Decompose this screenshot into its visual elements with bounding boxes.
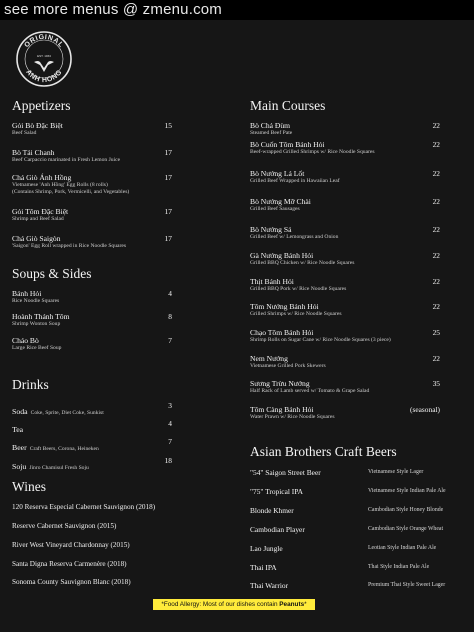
menu-item xyxy=(12,336,172,352)
item-desc: Beef-wrapped Grilled Shrimps w/ Rice Noodle Squares xyxy=(250,149,375,155)
drinks-heading: Drinks xyxy=(12,377,49,392)
beer-style: Cambodian Style Honey Blonde xyxy=(368,507,444,513)
item-desc: Vietnamese 'Anh Hồng' Egg Rolls (8 rolls) xyxy=(12,182,108,188)
menu-item xyxy=(12,234,172,250)
item-name: Gỏi Tôm Đặc Biệt xyxy=(12,207,69,216)
item-desc: Shrimp and Beef Salad xyxy=(12,216,64,222)
restaurant-logo xyxy=(14,26,74,90)
allergy-prefix: *Food Allergy: xyxy=(161,601,202,608)
beer-name: Thai IPA xyxy=(250,563,277,572)
item-price: 22 xyxy=(432,121,440,130)
beer-item xyxy=(250,487,446,496)
item-name: Tôm Nướng Bánh Hỏi xyxy=(250,302,319,311)
menu-item xyxy=(12,121,172,137)
item-price: 22 xyxy=(432,197,440,206)
right-column xyxy=(250,98,446,598)
appetizers-heading: Appetizers xyxy=(12,98,71,113)
item-desc: Half Rack of Lamb served w/ Tomato & Grape Salad xyxy=(250,388,370,394)
drink-item xyxy=(12,437,172,455)
item-name: Beer xyxy=(12,443,27,452)
menu-item xyxy=(250,354,440,370)
item-price: 35 xyxy=(432,379,440,388)
buffalo-icon xyxy=(34,61,54,72)
beer-style: Vietnamese Style Indian Pale Ale xyxy=(368,488,446,494)
item-name: Chả Giò Ánh Hồng xyxy=(12,173,72,182)
item-price: 18 xyxy=(164,456,172,465)
allergy-text: Most of our dishes contain xyxy=(201,601,280,608)
item-price: 4 xyxy=(168,419,172,428)
item-price: 22 xyxy=(432,302,440,311)
beer-name: Thai Warrior xyxy=(250,581,289,590)
item-price: 22 xyxy=(432,140,440,149)
beer-style: Leotian Style Indian Pale Ale xyxy=(368,545,437,551)
menu-item xyxy=(250,225,440,241)
allergy-peanuts: Peanuts xyxy=(279,601,305,608)
menu-item xyxy=(250,251,440,267)
beer-name: Lao Jungle xyxy=(250,544,283,553)
item-desc: Vietnamese Grilled Pork Skewers xyxy=(250,363,326,369)
beer-item xyxy=(250,581,446,590)
item-name: Bò Nướng Mỡ Chài xyxy=(250,197,311,206)
item-name: Bò Chả Đùm xyxy=(250,121,291,130)
left-column xyxy=(12,98,172,598)
item-name: Gà Nướng Bánh Hỏi xyxy=(250,251,314,260)
item-name: Sương Trừu Nướng xyxy=(250,379,310,388)
menu-item xyxy=(250,121,440,137)
item-desc: Coke, Sprite, Diet Coke, Sunkist xyxy=(30,410,104,416)
item-name: Bò Cuốn Tôm Bánh Hỏi xyxy=(250,140,325,149)
allergy-notice xyxy=(153,599,315,610)
menu-item xyxy=(12,312,172,328)
item-price: 17 xyxy=(164,234,172,243)
item-price: 4 xyxy=(168,289,172,298)
item-desc: Grilled Beef w/ Lemongrass and Onion xyxy=(250,234,339,240)
beer-item xyxy=(250,506,444,515)
item-price: 17 xyxy=(164,207,172,216)
item-price: 22 xyxy=(432,354,440,363)
watermark-bar xyxy=(0,0,474,20)
beer-style: Cambodian Style Orange Wheat xyxy=(368,526,444,532)
item-name: Soda xyxy=(12,407,28,416)
menu-item xyxy=(12,148,172,164)
menu-item xyxy=(12,207,172,223)
menu-item xyxy=(250,140,440,156)
item-price: 3 xyxy=(168,401,172,410)
craft-beers-heading: Asian Brothers Craft Beers xyxy=(250,444,397,459)
logo-est-text: EST. 1963 xyxy=(37,54,51,58)
item-price: 22 xyxy=(432,225,440,234)
beer-item xyxy=(250,468,440,477)
item-desc: Beef Salad xyxy=(12,130,37,136)
menu-item xyxy=(250,169,440,185)
menu-item xyxy=(250,328,440,344)
drink-item xyxy=(12,456,172,474)
item-name: Bò Tái Chanh xyxy=(12,148,55,157)
wine-item: Sonoma County Sauvignon Blanc (2018) xyxy=(12,578,131,586)
beer-name: "54" Saigon Street Beer xyxy=(250,468,321,477)
item-price: 7 xyxy=(168,336,172,345)
item-name: Tôm Càng Bánh Hỏi xyxy=(250,405,314,414)
item-name: Thịt Bánh Hỏi xyxy=(250,277,294,286)
beer-style: Premium Thai Style Sweet Lager xyxy=(368,582,446,588)
item-price: 22 xyxy=(432,169,440,178)
item-name: Hoành Thánh Tôm xyxy=(12,312,70,321)
item-price: 7 xyxy=(168,437,172,446)
item-price: 17 xyxy=(164,173,172,182)
menu-item xyxy=(250,405,440,421)
item-price: 17 xyxy=(164,148,172,157)
item-desc: Steamed Beef Pate xyxy=(250,130,293,136)
beer-style: Vietnamese Style Lager xyxy=(368,469,424,475)
item-name: Chả Giò Saigòn xyxy=(12,234,61,243)
item-desc: Craft Beers, Corona, Heineken xyxy=(29,446,99,452)
item-name: Bánh Hỏi xyxy=(12,289,42,298)
menu-item xyxy=(250,197,440,213)
item-desc: Rice Noodle Squares xyxy=(12,298,60,304)
item-price: 25 xyxy=(432,328,440,337)
item-desc: Grilled Shrimps w/ Rice Noodle Squares xyxy=(250,311,342,317)
wine-item: 120 Reserva Especial Cabernet Sauvignon (2018) xyxy=(12,503,156,511)
beer-name: Blonde Khmer xyxy=(250,506,294,515)
wines-heading: Wines xyxy=(12,479,46,494)
menu-item xyxy=(250,379,440,395)
item-price: 8 xyxy=(168,312,172,321)
item-desc: Shrimp Rolls on Sugar Cane w/ Rice Noodle Squares (3 piece) xyxy=(250,337,391,343)
item-desc: Beef Carpaccio marinated in Fresh Lemon Juice xyxy=(12,157,121,163)
item-desc-2: (Contains Shrimp, Pork, Vermicelli, and Vegetables) xyxy=(12,189,130,195)
item-desc: Grilled BBQ Pork w/ Rice Noodle Squares xyxy=(250,286,347,292)
item-price: (seasonal) xyxy=(410,405,440,414)
menu-item xyxy=(250,302,440,318)
beer-item xyxy=(250,563,440,572)
beer-item xyxy=(250,544,440,553)
item-desc: Grilled Beef Wrapped in Hawaiian Leaf xyxy=(250,178,340,184)
menu-item xyxy=(250,277,440,293)
main-courses-heading: Main Courses xyxy=(250,98,326,113)
item-name: Nem Nướng xyxy=(250,354,288,363)
item-name: Tea xyxy=(12,425,24,434)
item-name: Cháo Bò xyxy=(12,336,39,345)
item-name: Gỏi Bò Đặc Biệt xyxy=(12,121,63,130)
item-desc: Grilled Beef Sausages xyxy=(250,206,300,212)
soups-heading: Soups & Sides xyxy=(12,266,92,281)
item-name: Bò Nướng Sả xyxy=(250,225,292,234)
item-desc: Large Rice Beef Soup xyxy=(12,345,62,351)
allergy-suffix: * xyxy=(304,601,307,608)
beer-style: Thai Style Indian Pale Ale xyxy=(368,564,430,570)
item-desc: 'Saigon' Egg Roll wrapped in Rice Noodle Squares xyxy=(12,243,127,249)
beer-item xyxy=(250,525,444,534)
item-desc: Jinro Chamisul Fresh Soju xyxy=(29,465,89,471)
wine-item: Santa Digna Reserva Carmenère (2018) xyxy=(12,560,127,568)
item-name: Soju xyxy=(12,462,27,471)
drink-item xyxy=(12,419,172,437)
wine-item: River West Vineyard Chardonnay (2015) xyxy=(12,541,130,549)
item-desc: Water Prawn w/ Rice Noodle Squares xyxy=(250,414,335,420)
beer-name: "75" Tropical IPA xyxy=(250,487,303,496)
item-price: 22 xyxy=(432,277,440,286)
wine-item: Reserve Cabernet Sauvignon (2015) xyxy=(12,522,117,530)
item-desc: Grilled BBQ Chicken w/ Rice Noodle Squares xyxy=(250,260,355,266)
logo-bottom-text: ANH HONG xyxy=(24,68,64,85)
menu-item xyxy=(12,173,172,196)
item-name: Bò Nướng Lá Lốt xyxy=(250,169,305,178)
watermark-text: see more menus @ zmenu.com xyxy=(4,1,223,18)
item-price: 22 xyxy=(432,251,440,260)
item-price: 15 xyxy=(164,121,172,130)
menu-item xyxy=(12,289,172,305)
item-name: Chạo Tôm Bánh Hỏi xyxy=(250,328,314,337)
item-desc: Shrimp Wonton Soup xyxy=(12,321,61,327)
drink-item xyxy=(12,401,172,419)
beer-name: Cambodian Player xyxy=(250,525,305,534)
logo-top-text: ORIGINAL xyxy=(23,33,65,50)
